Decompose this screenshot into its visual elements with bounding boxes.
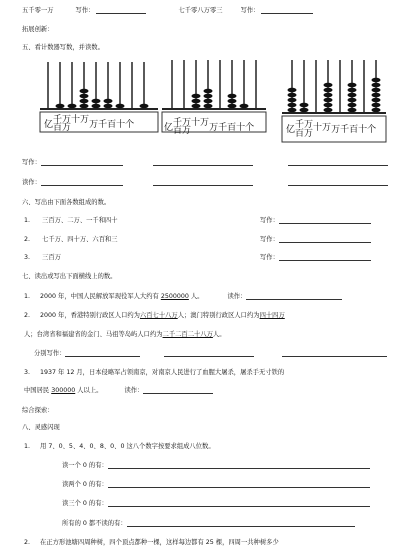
place-label-row: 亿千万百万十万万千百十个 xyxy=(286,120,377,139)
answer-blank[interactable] xyxy=(261,6,313,14)
answer-blank[interactable] xyxy=(279,235,371,243)
answer-blank[interactable] xyxy=(282,349,387,357)
write-label: 写作： xyxy=(240,7,260,14)
write-label: 写作： xyxy=(22,159,41,166)
abacus-1 xyxy=(38,60,163,150)
underlined-number: 300000 xyxy=(51,387,76,394)
place-label-row: 亿千万百万十万万千百十个 xyxy=(44,115,135,133)
item-number: 3. xyxy=(24,254,31,261)
write-label: 写作： xyxy=(260,236,279,243)
item-number: 3. xyxy=(24,369,31,376)
underlined-number: 2500000 xyxy=(160,293,189,300)
answer-blank[interactable] xyxy=(164,349,254,357)
item-text: 用 7、0、5、4、0、8、0、0 这八个数字按要求组成八位数。 xyxy=(40,443,215,450)
answer-blank[interactable] xyxy=(65,349,140,357)
underlined-number: 四十四万 xyxy=(259,312,285,319)
item-number: 2. xyxy=(24,312,31,319)
row-label: 读两个 0 的有： xyxy=(62,481,108,488)
answer-blank[interactable] xyxy=(246,292,342,300)
item-text: 七千零八万零三 xyxy=(178,7,223,14)
item-text: 中国居民 xyxy=(24,387,52,394)
answer-blank[interactable] xyxy=(96,6,146,14)
answer-blank[interactable] xyxy=(153,158,253,166)
item-text: 人。 xyxy=(188,293,204,300)
section-heading: 综合探索： xyxy=(22,407,54,414)
section-title: 六、写出由下面各数组成的数。 xyxy=(22,199,111,206)
item-text: 2000 年，中国人民解放军现役军人大约有 xyxy=(40,293,161,300)
answer-blank[interactable] xyxy=(153,178,253,186)
answer-blank[interactable] xyxy=(108,461,370,469)
answer-blank[interactable] xyxy=(279,253,371,261)
section-title: 七、读出或写出下面横线上的数。 xyxy=(22,273,117,280)
answer-blank[interactable] xyxy=(41,178,123,186)
write-label: 分别写作： xyxy=(34,350,66,357)
row-label: 读一个 0 的有： xyxy=(62,462,108,469)
item-text: 三百万 xyxy=(42,254,61,261)
answer-blank[interactable] xyxy=(288,178,388,186)
row-label: 读三个 0 的有： xyxy=(62,500,108,507)
item-text: 五千零一万 xyxy=(22,7,54,14)
section-title: 五、看计数器写数，并读数。 xyxy=(22,44,104,51)
item-text: 人以上。 xyxy=(75,387,103,394)
underlined-number: 六百七十八万 xyxy=(139,312,178,319)
item-text: 在正方形池塘四周种树，四个顶点都种一棵，这样每边都有 25 棵，四周一共种树多少 xyxy=(40,539,279,546)
item-text: 人。 xyxy=(212,331,226,338)
item-text: 人；澳门特别行政区人口约为 xyxy=(177,312,260,319)
section-heading: 拓展创新： xyxy=(22,26,54,33)
abacus-2 xyxy=(160,58,270,150)
answer-blank[interactable] xyxy=(143,386,213,394)
item-number: 2. xyxy=(24,539,31,546)
write-label: 写作： xyxy=(260,217,279,224)
item-text: 2000 年，香港特别行政区人口约为 xyxy=(40,312,140,319)
item-number: 1. xyxy=(24,443,31,450)
answer-blank[interactable] xyxy=(108,480,370,488)
answer-blank[interactable] xyxy=(279,216,371,224)
item-text: 1937 年 12 月，日本侵略军占领南京，对南京人民进行了血腥大屠杀，屠杀手无寸铁的 xyxy=(40,369,285,376)
read-label: 读作： xyxy=(22,179,41,186)
item-number: 2. xyxy=(24,236,31,243)
write-label: 写作： xyxy=(260,254,279,261)
underlined-number: 二千二百二十八万 xyxy=(162,331,213,338)
read-label: 读作： xyxy=(124,387,144,394)
answer-blank[interactable] xyxy=(288,158,388,166)
section-title: 八、灵感闪现 xyxy=(22,424,60,431)
answer-blank[interactable] xyxy=(127,519,355,527)
read-label: 读作： xyxy=(227,293,247,300)
item-number: 1. xyxy=(24,217,31,224)
item-text: 七千万、四十万、六百和三 xyxy=(42,236,118,243)
item-text: 三百万、二万、一千和四十 xyxy=(42,217,118,224)
row-label: 所有的 0 都不读的有： xyxy=(62,520,127,527)
item-text: 人；台湾省和福建省的金门、马祖等岛屿人口约为 xyxy=(24,331,163,338)
write-label: 写作： xyxy=(75,7,95,14)
answer-blank[interactable] xyxy=(41,158,123,166)
place-label-row: 亿千万百万十万万千百十个 xyxy=(164,118,255,136)
item-number: 1. xyxy=(24,293,31,300)
answer-blank[interactable] xyxy=(108,499,370,507)
